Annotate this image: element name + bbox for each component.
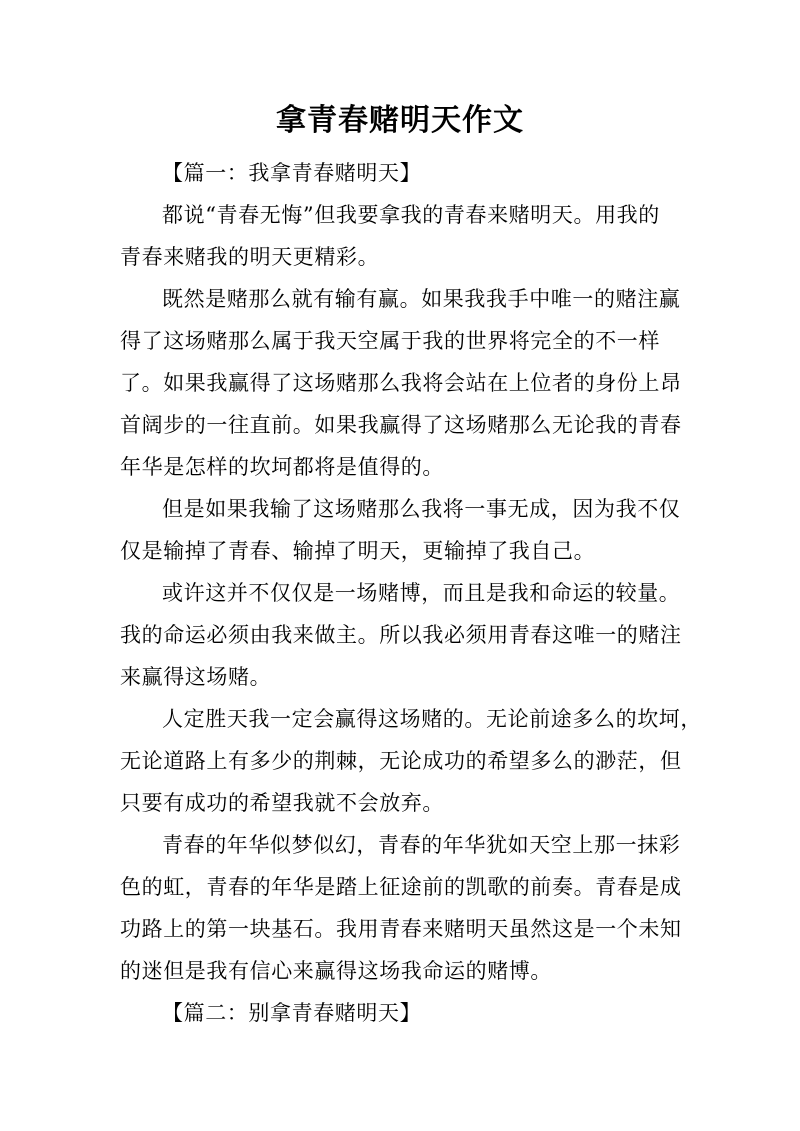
section-heading-1: 【篇一：我拿青春赌明天】 xyxy=(162,161,422,185)
section-heading-2: 【篇二：别拿青春赌明天】 xyxy=(162,1001,422,1025)
paragraph-line: 首阔步的一往直前。如果我赢得了这场赌那么无论我的青春 xyxy=(120,413,682,437)
paragraph-line: 来赢得这场赌。 xyxy=(120,665,272,689)
paragraph-line: 青春的年华似梦似幻，青春的年华犹如天空上那一抹彩 xyxy=(162,833,681,857)
paragraph-line: 功路上的第一块基石。我用青春来赌明天虽然这是一个未知 xyxy=(120,917,682,941)
paragraph-line: 只要有成功的希望我就不会放弃。 xyxy=(120,791,444,815)
paragraph-line: 或许这并不仅仅是一场赌博，而且是我和命运的较量。 xyxy=(162,581,681,605)
paragraph-line: 人定胜天我一定会赢得这场赌的。无论前途多么的坎坷， xyxy=(162,707,702,731)
paragraph-line: 了。如果我赢得了这场赌那么我将会站在上位者的身份上昂 xyxy=(120,371,682,395)
document-body xyxy=(120,152,702,1034)
paragraph-line: 我的命运必须由我来做主。所以我必须用青春这唯一的赌注 xyxy=(120,623,682,647)
paragraph-line: 的迷但是我有信心来赢得这场我命运的赌博。 xyxy=(120,959,552,983)
paragraph-line: 都说“青春无悔”但我要拿我的青春来赌明天。用我的 xyxy=(162,203,660,227)
paragraph-line: 得了这场赌那么属于我天空属于我的世界将完全的不一样 xyxy=(120,329,660,353)
paragraph-line: 仅是输掉了青春、输掉了明天，更输掉了我自己。 xyxy=(120,539,596,563)
paragraph-line: 青春来赌我的明天更精彩。 xyxy=(120,245,380,269)
paragraph-line: 既然是赌那么就有输有赢。如果我我手中唯一的赌注赢 xyxy=(162,287,681,311)
paragraph-line: 色的虹，青春的年华是踏上征途前的凯歌的前奏。青春是成 xyxy=(120,875,682,899)
paragraph-line: 但是如果我输了这场赌那么我将一事无成，因为我不仅 xyxy=(162,497,681,521)
document-title: 拿青春赌明天作文 xyxy=(276,103,524,138)
paragraph-line: 年华是怎样的坎坷都将是值得的。 xyxy=(120,455,444,479)
paragraph-line: 无论道路上有多少的荆棘，无论成功的希望多么的渺茫，但 xyxy=(120,749,682,773)
